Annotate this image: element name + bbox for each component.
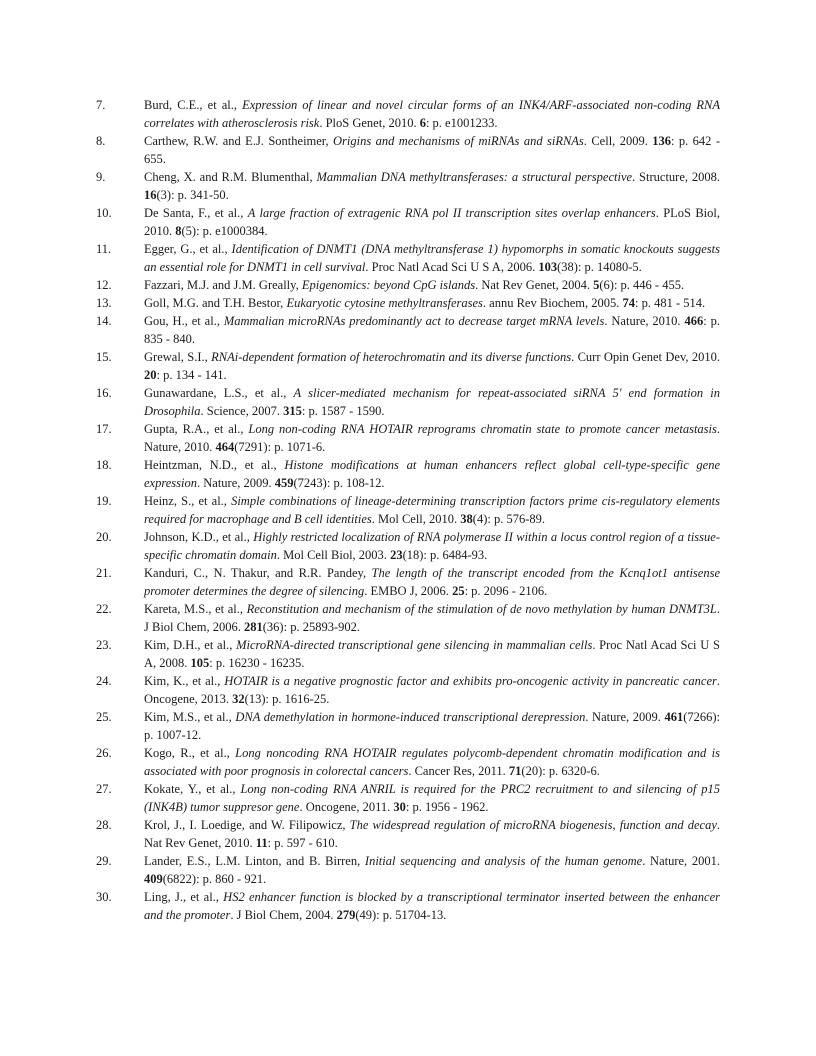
reference-meta: (49): p. 51704-13.: [355, 908, 447, 922]
reference-number: 25.: [96, 710, 112, 724]
reference-volume: 409: [144, 872, 163, 886]
reference-volume: 25: [452, 584, 465, 598]
reference-title: The length of the transcript encoded from the Kcnq1ot1 antisense promoter determines the degree of silencing: [144, 566, 720, 598]
reference-title: Highly restricted localization of RNA polymerase II within a locus control region of a tissue-specific chromatin domain: [144, 530, 720, 562]
reference-volume: 8: [175, 224, 182, 238]
reference-meta: Lander, E.S., L.M. Linton, and B. Birren,: [144, 854, 365, 868]
reference-volume: 103: [538, 260, 558, 274]
reference-volume: 20: [144, 368, 157, 382]
reference-title: Identification of DNMT1 (DNA methyltransferase 1) hypomorphs in somatic knockouts suggests an essential role for DNMT1 in cell survival: [144, 242, 720, 274]
reference-volume: 38: [460, 512, 473, 526]
reference-text: [144, 132, 720, 168]
reference-title: DNA demethylation in hormone-induced transcriptional derepression: [235, 710, 586, 724]
reference-text: [144, 276, 720, 294]
reference-meta: (6822): p. 860 - 921.: [162, 872, 267, 886]
reference-volume: 32: [232, 692, 245, 706]
reference-meta: . Curr Opin Genet Dev, 2010.: [571, 350, 720, 364]
reference-meta: : p. 642 - 655.: [144, 134, 720, 166]
reference-meta: . Oncogene, 2011.: [299, 800, 394, 814]
reference-number: 24.: [96, 674, 112, 688]
reference-text: [144, 600, 720, 636]
reference-item: [96, 168, 720, 204]
reference-text: [144, 348, 720, 384]
reference-meta: . Nature, 2010.: [604, 314, 685, 328]
reference-item: [96, 384, 720, 420]
reference-meta: Kim, K., et al.,: [144, 674, 225, 688]
reference-meta: Kanduri, C., N. Thakur, and R.R. Pandey,: [144, 566, 372, 580]
reference-title: HS2 enhancer function is blocked by a transcriptional terminator inserted between the enhancer and the promoter: [144, 890, 720, 922]
reference-text: [144, 384, 720, 420]
reference-meta: (7266): p. 1007-12.: [144, 710, 720, 742]
reference-number: 22.: [96, 602, 112, 616]
reference-meta: . Mol Cell Biol, 2003.: [276, 548, 391, 562]
reference-number: 18.: [96, 458, 112, 472]
reference-number: 8.: [96, 134, 106, 148]
reference-item: [96, 456, 720, 492]
reference-title: A slicer-mediated mechanism for repeat-associated siRNA 5' end formation in Drosophila: [144, 386, 720, 418]
reference-item: [96, 564, 720, 600]
reference-text: [144, 852, 720, 888]
reference-title: The widespread regulation of microRNA biogenesis, function and decay: [349, 818, 717, 832]
reference-meta: Kokate, Y., et al.,: [144, 782, 241, 796]
reference-meta: Cheng, X. and R.M. Blumenthal,: [144, 170, 317, 184]
reference-item: [96, 348, 720, 384]
reference-meta: . Nat Rev Genet, 2004.: [475, 278, 594, 292]
reference-meta: : p. 1956 - 1962.: [405, 800, 489, 814]
reference-meta: Krol, J., I. Loedige, and W. Filipowicz,: [144, 818, 350, 832]
reference-text: [144, 456, 720, 492]
reference-volume: 466: [684, 314, 704, 328]
reference-title: Simple combinations of lineage-determining transcription factors prime cis-regulatory elements required for macrophage and B cell identities: [144, 494, 720, 526]
reference-text: [144, 816, 720, 852]
reference-item: [96, 600, 720, 636]
reference-number: 29.: [96, 854, 112, 868]
reference-meta: . J Biol Chem, 2006.: [144, 602, 720, 634]
reference-number: 21.: [96, 566, 112, 580]
reference-meta: (5): p. e1000384.: [181, 224, 268, 238]
reference-title: Initial sequencing and analysis of the human genome: [364, 854, 643, 868]
reference-volume: 5: [593, 278, 600, 292]
reference-text: [144, 708, 720, 744]
reference-meta: (7291): p. 1071-6.: [234, 440, 326, 454]
reference-meta: (7243): p. 108-12.: [293, 476, 385, 490]
reference-volume: 459: [274, 476, 294, 490]
reference-title: Expression of linear and novel circular forms of an INK4/ARF-associated non-coding RNA correlates with atherosclerosis risk: [144, 98, 721, 130]
reference-volume: 315: [283, 404, 302, 418]
reference-meta: . Nat Rev Genet, 2010.: [144, 818, 720, 850]
reference-meta: : p. 16230 - 16235.: [209, 656, 305, 670]
reference-number: 15.: [96, 350, 112, 364]
reference-meta: : p. 134 - 141.: [156, 368, 227, 382]
reference-meta: (38): p. 14080-5.: [557, 260, 642, 274]
reference-number: 20.: [96, 530, 112, 544]
reference-number: 11.: [96, 242, 112, 256]
reference-meta: Kim, D.H., et al.,: [144, 638, 237, 652]
reference-item: [96, 240, 720, 276]
reference-title: HOTAIR is a negative prognostic factor and exhibits pro-oncogenic activity in pancreatic cancer: [224, 674, 717, 688]
reference-title: Epigenomics: beyond CpG islands: [301, 278, 476, 292]
reference-title: Origins and mechanisms of miRNAs and siRNAs: [333, 134, 584, 148]
reference-number: 17.: [96, 422, 112, 436]
reference-volume: 105: [190, 656, 210, 670]
reference-meta: (36): p. 25893-902.: [262, 620, 360, 634]
reference-meta: . Nature, 2001.: [642, 854, 721, 868]
reference-meta: . Cell, 2009.: [583, 134, 653, 148]
reference-text: [144, 96, 720, 132]
reference-title: Mammalian DNA methyltransferases: a structural perspective: [316, 170, 633, 184]
reference-meta: Gunawardane, L.S., et al.,: [144, 386, 294, 400]
reference-volume: 281: [244, 620, 263, 634]
reference-item: [96, 492, 720, 528]
reference-meta: Heintzman, N.D., et al.,: [144, 458, 285, 472]
reference-number: 12.: [96, 278, 112, 292]
reference-meta: Goll, M.G. and T.H. Bestor,: [144, 296, 287, 310]
reference-meta: Kareta, M.S., et al.,: [144, 602, 247, 616]
reference-text: [144, 420, 720, 456]
reference-meta: Heinz, S., et al.,: [144, 494, 232, 508]
reference-meta: (18): p. 6484-93.: [402, 548, 488, 562]
reference-title: Long non-coding RNA ANRIL is required for the PRC2 recruitment to and silencing of p15 (INK4B) tumor suppresor gene: [144, 782, 720, 814]
reference-item: [96, 96, 720, 132]
reference-number: 26.: [96, 746, 112, 760]
reference-meta: Johnson, K.D., et al.,: [144, 530, 254, 544]
reference-item: [96, 204, 720, 240]
reference-volume: 71: [508, 764, 522, 778]
reference-number: 10.: [96, 206, 112, 220]
reference-meta: . Proc Natl Acad Sci U S A, 2008.: [144, 638, 721, 670]
reference-item: [96, 744, 720, 780]
reference-meta: . Oncogene, 2013.: [144, 674, 720, 706]
reference-volume: 30: [393, 800, 406, 814]
reference-volume: 23: [390, 548, 403, 562]
reference-title: Histone modifications at human enhancers reflect global cell-type-specific gene expression: [144, 458, 720, 490]
reference-item: [96, 636, 720, 672]
reference-text: [144, 312, 720, 348]
reference-meta: . annu Rev Biochem, 2005.: [482, 296, 623, 310]
reference-meta: . Nature, 2009.: [585, 710, 665, 724]
reference-meta: Gupta, R.A., et al.,: [144, 422, 249, 436]
reference-meta: : p. 597 - 610.: [267, 836, 338, 850]
reference-number: 9.: [96, 170, 106, 184]
reference-text: [144, 240, 720, 276]
reference-item: [96, 708, 720, 744]
reference-meta: (4): p. 576-89.: [472, 512, 545, 526]
reference-meta: Fazzari, M.J. and J.M. Greally,: [144, 278, 302, 292]
reference-meta: Kogo, R., et al.,: [144, 746, 236, 760]
reference-text: [144, 528, 720, 564]
reference-volume: 6: [419, 116, 426, 130]
reference-meta: . Structure, 2008.: [632, 170, 720, 184]
reference-item: [96, 780, 720, 816]
reference-item: [96, 312, 720, 348]
reference-volume: 16: [144, 188, 157, 202]
reference-meta: Ling, J., et al.,: [144, 890, 224, 904]
reference-title: Mammalian microRNAs predominantly act to decrease target mRNA levels: [223, 314, 605, 328]
reference-volume: 11: [255, 836, 268, 850]
reference-meta: . PloS Genet, 2010.: [319, 116, 420, 130]
reference-number: 30.: [96, 890, 112, 904]
reference-number: 23.: [96, 638, 112, 652]
reference-text: [144, 888, 720, 924]
reference-title: RNAi-dependent formation of heterochromatin and its diverse functions: [211, 350, 572, 364]
reference-title: Long noncoding RNA HOTAIR regulates polycomb-dependent chromatin modification and is associated with poor prognosis in colorectal cancers: [144, 746, 720, 778]
reference-meta: . J Biol Chem, 2004.: [230, 908, 337, 922]
reference-meta: Kim, M.S., et al.,: [144, 710, 236, 724]
reference-number: 28.: [96, 818, 112, 832]
reference-text: [144, 636, 720, 672]
reference-title: Eukaryotic cytosine methyltransferases: [286, 296, 483, 310]
reference-number: 7.: [96, 98, 106, 112]
reference-volume: 464: [215, 440, 235, 454]
reference-text: [144, 492, 720, 528]
reference-text: [144, 780, 720, 816]
reference-meta: Burd, C.E., et al.,: [144, 98, 243, 112]
reference-meta: . Nature, 2010.: [144, 422, 720, 454]
reference-volume: 74: [622, 296, 635, 310]
reference-item: [96, 132, 720, 168]
reference-number: 13.: [96, 296, 112, 310]
reference-text: [144, 294, 720, 312]
reference-title: Long non-coding RNA HOTAIR reprograms chromatin state to promote cancer metastasis: [248, 422, 717, 436]
reference-number: 16.: [96, 386, 112, 400]
reference-meta: : p. 2096 - 2106.: [464, 584, 548, 598]
reference-title: MicroRNA-directed transcriptional gene silencing in mammalian cells: [236, 638, 593, 652]
reference-number: 27.: [96, 782, 112, 796]
reference-volume: 136: [652, 134, 671, 148]
reference-meta: Egger, G., et al.,: [144, 242, 232, 256]
reference-meta: Carthew, R.W. and E.J. Sontheimer,: [144, 134, 334, 148]
reference-meta: Gou, H., et al.,: [144, 314, 224, 328]
reference-meta: : p. e1001233.: [425, 116, 498, 130]
reference-title: A large fraction of extragenic RNA pol II transcription sites overlap enhancers: [247, 206, 656, 220]
reference-meta: : p. 481 - 514.: [635, 296, 706, 310]
reference-meta: . EMBO J, 2006.: [364, 584, 453, 598]
reference-volume: 279: [336, 908, 356, 922]
reference-text: [144, 564, 720, 600]
reference-number: 14.: [96, 314, 112, 328]
reference-meta: (13): p. 1616-25.: [244, 692, 330, 706]
reference-meta: . PLoS Biol, 2010.: [144, 206, 720, 238]
reference-meta: De Santa, F., et al.,: [144, 206, 248, 220]
reference-text: [144, 204, 720, 240]
reference-item: [96, 276, 720, 294]
reference-meta: (3): p. 341-50.: [156, 188, 229, 202]
reference-item: [96, 852, 720, 888]
reference-title: Reconstitution and mechanism of the stimulation of de novo methylation by human DNMT3L: [246, 602, 717, 616]
reference-list: [96, 96, 720, 924]
reference-meta: : p. 1587 - 1590.: [301, 404, 385, 418]
reference-meta: . Nature, 2009.: [197, 476, 275, 490]
reference-meta: Grewal, S.I.,: [144, 350, 212, 364]
reference-text: [144, 168, 720, 204]
reference-volume: 461: [664, 710, 684, 724]
reference-number: 19.: [96, 494, 112, 508]
reference-meta: (6): p. 446 - 455.: [599, 278, 685, 292]
reference-meta: . Proc Natl Acad Sci U S A, 2006.: [365, 260, 539, 274]
reference-item: [96, 672, 720, 708]
reference-meta: . Cancer Res, 2011.: [408, 764, 509, 778]
reference-meta: . Science, 2007.: [200, 404, 284, 418]
reference-item: [96, 816, 720, 852]
reference-text: [144, 744, 720, 780]
reference-meta: : p. 835 - 840.: [144, 314, 720, 346]
reference-item: [96, 420, 720, 456]
reference-item: [96, 294, 720, 312]
reference-item: [96, 888, 720, 924]
reference-meta: . Mol Cell, 2010.: [371, 512, 461, 526]
reference-text: [144, 672, 720, 708]
reference-meta: (20): p. 6320-6.: [521, 764, 600, 778]
reference-item: [96, 528, 720, 564]
